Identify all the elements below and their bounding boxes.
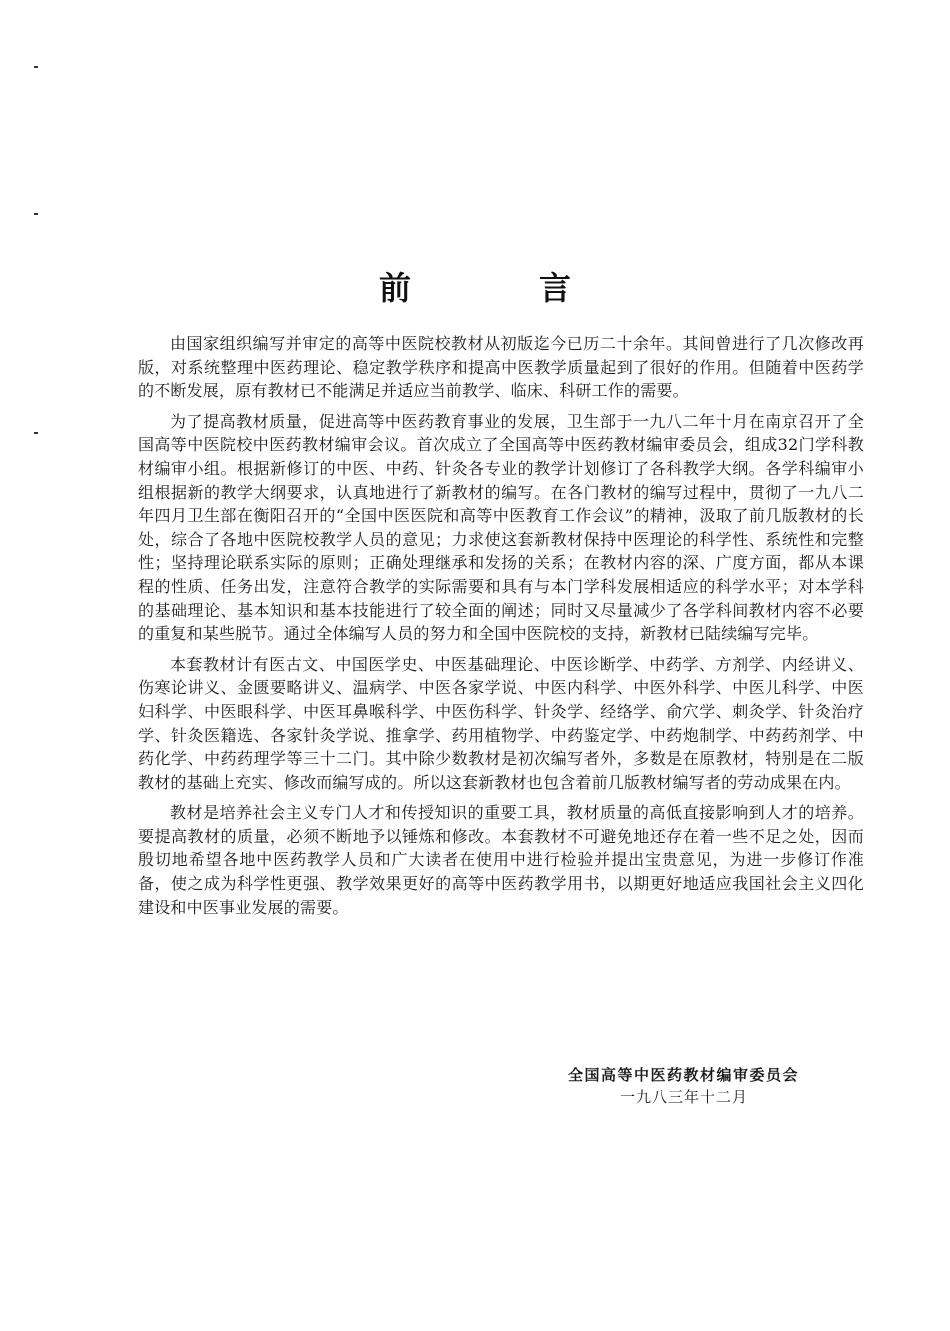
paragraph-2: 为了提高教材质量，促进高等中医药教育事业的发展，卫生部于一九八二年十月在南京召开了全国高等中医院校中医药教材编审会议。首次成立了全国高等中医药教材编审委员会，组成32门学科教材编审小组。根据新修订的中医、中药、针灸各专业的教学计划修订了各科教学大纲。各学科编审小组根据新的教学大纲要求，认真地进行了新教材的编写。在各门教材的编写过程中，贯彻了一九八二年四月卫生部在衡阳召开的“全国中医医院和高等中医教育工作会议”的精神，汲取了前几版教材的长处，综合了各地中医院校教学人员的意见；力求使这套新教材保持中医理论的科学性、系统性和完整性；坚持理论联系实际的原则；正确处理继承和发扬的关系；在教材内容的深、广度方面，都从本课程的性质、任务出发，注意符合教学的实际需要和具有与本门学科发展相适应的科学水平；对本学科的基础理论、基本知识和基本技能进行了较全面的阐述；同时又尽量减少了各学科间教材内容不必要的重复和某些脱节。通过全体编写人员的努力和全国中医院校的支持，新教材已陆续编写完毕。 <box>138 411 864 644</box>
scan-mark <box>34 66 38 68</box>
page-title: 前 言 <box>378 269 619 307</box>
date: 一九八三年十二月 <box>620 1088 749 1106</box>
paragraph-1: 由国家组织编写并审定的高等中医院校教材从初版迄今已历二十余年。其间曾进行了几次修改再版，对系统整理中医药理论、稳定教学秩序和提高中医教学质量起到了很好的作用。但随着中医药学的不断发展，原有教材已不能满足并适应当前教学、临床、科研工作的需要。 <box>138 334 864 401</box>
signature: 全国高等中医药教材编审委员会 <box>568 1066 800 1084</box>
preface-body <box>138 332 864 926</box>
paragraph-3: 本套教材计有医古文、中国医学史、中医基础理论、中医诊断学、中药学、方剂学、内经讲义、伤寒论讲义、金匮要略讲义、温病学、中医各家学说、中医内科学、中医外科学、中医儿科学、中医妇科学、中医眼科学、中医耳鼻喉科学、中医伤科学、针灸学、经络学、俞穴学、刺灸学、针灸治疗学、针灸医籍选、各家针灸学说、推拿学、药用植物学、中药鉴定学、中药炮制学、中药药剂学、中药化学、中药药理学等三十二门。其中除少数教材是初次编写者外，多数是在原教材，特别是在二版教材的基础上充实、修改而编写成的。所以这套新教材也包含着前几版教材编写者的劳动成果在内。 <box>138 654 864 792</box>
scan-mark <box>34 432 38 434</box>
scan-mark <box>34 213 38 215</box>
paragraph-4: 教材是培养社会主义专门人才和传授知识的重要工具，教材质量的高低直接影响到人才的培养。要提高教材的质量，必须不断地予以锤炼和修改。本套教材不可避免地还存在着一些不足之处，因而殷切地希望各地中医药教学人员和广大读者在使用中进行检验并提出宝贵意见，为进一步修订作准备，使之成为科学性更强、教学效果更好的高等中医药教学用书，以期更好地适应我国社会主义四化建设和中医事业发展的需要。 <box>138 803 864 917</box>
